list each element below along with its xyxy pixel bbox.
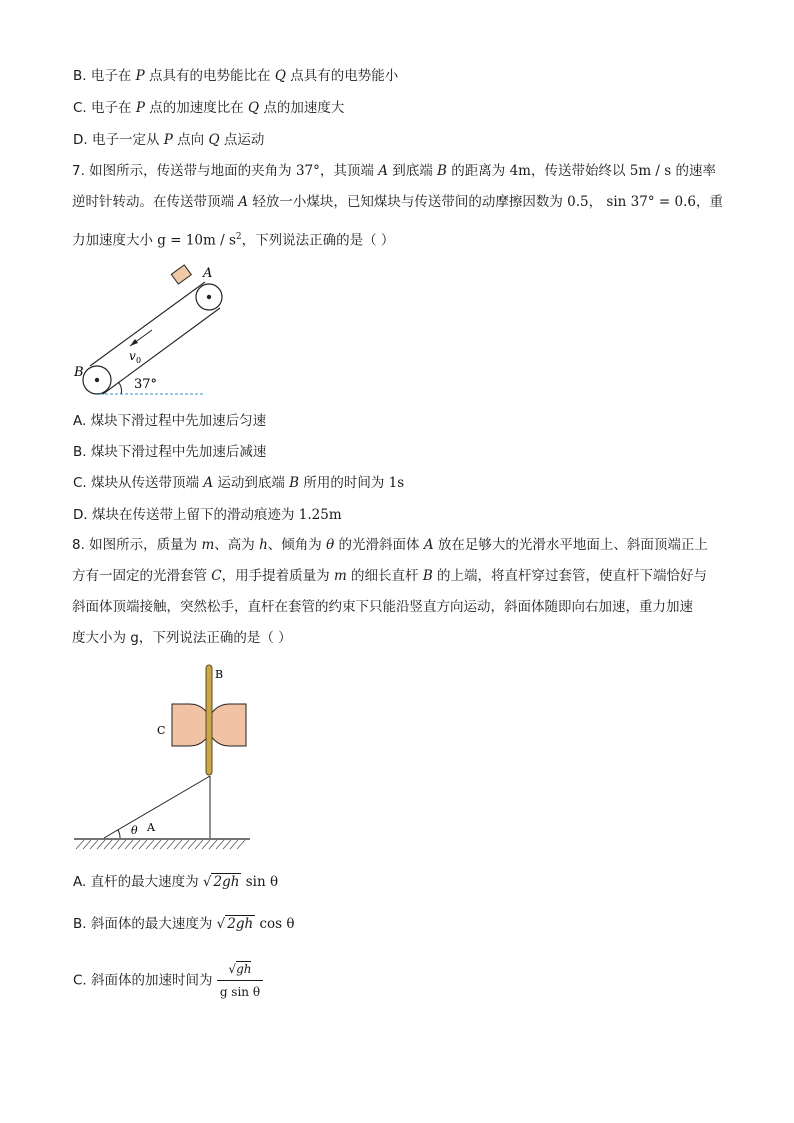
q7-stem-line1: 7. 如图所示，传送带与地面的夹角为 37°，其顶端 A 到底端 B 的距离为 4m，传送带始终以 5m / s 的速率 bbox=[72, 163, 716, 179]
label-angle: 37° bbox=[134, 377, 158, 392]
q8-option-c: C. 斜面体的加速时间为 $\frac{√gh}{\text{g sin θ}}$ bbox=[73, 958, 263, 1003]
rod-wedge-figure bbox=[70, 660, 250, 856]
rod bbox=[206, 665, 212, 775]
q6-option-c: C. 电子在 P 点的加速度比在 Q 点的加速度大 bbox=[73, 100, 345, 116]
sleeve-left bbox=[172, 704, 211, 746]
angle-arc bbox=[118, 382, 122, 394]
bottom-pulley-axle bbox=[95, 378, 99, 382]
coal-block bbox=[171, 265, 191, 284]
belt-lower-edge bbox=[103, 308, 220, 394]
label-v-sub: 0 bbox=[136, 356, 142, 365]
q7-stem-line2: 逆时针转动。在传送带顶端 A 轻放一小煤块，已知煤块与传送带间的动摩擦因数为 0.5， sin 37° = 0.6，重 bbox=[72, 194, 723, 210]
q6-option-b: B. 电子在 P 点具有的电势能比在 Q 点具有的电势能小 bbox=[73, 68, 399, 84]
sleeve-right bbox=[208, 704, 246, 746]
q7-stem-line3: 力加速度大小 $g = 10m / s^2$，下列说法正确的是（ ） bbox=[72, 232, 395, 249]
label-v: v bbox=[129, 349, 136, 363]
theta-arc bbox=[118, 830, 120, 838]
q8-stem-line4: 度大小为 g，下列说法正确的是（ ） bbox=[72, 630, 292, 646]
q7-option-d: D. 煤块在传送带上留下的滑动痕迹为 1.25m bbox=[73, 507, 342, 523]
label-C: C bbox=[157, 724, 166, 737]
fraction: $\frac{√gh}{\text{g sin θ}}$ bbox=[217, 958, 263, 1003]
label-B: B bbox=[215, 668, 224, 681]
belt-upper-edge bbox=[90, 282, 205, 366]
q8-stem-line1: 8. 如图所示，质量为 m、高为 h、倾角为 θ 的光滑斜面体 A 放在足够大的光滑水平地面上、斜面顶端正上 bbox=[72, 537, 708, 553]
top-pulley-axle bbox=[207, 295, 211, 299]
q6-option-d: D. 电子一定从 P 点向 Q 点运动 bbox=[73, 132, 265, 148]
q8-option-b: B. 斜面体的最大速度为 √ 2gh cos θ bbox=[73, 916, 295, 932]
label-B: B bbox=[74, 365, 84, 380]
label-theta: θ bbox=[131, 824, 138, 837]
q7-option-b: B. 煤块下滑过程中先加速后减速 bbox=[73, 444, 267, 460]
q7-option-a: A. 煤块下滑过程中先加速后匀速 bbox=[73, 413, 267, 429]
label-A: A bbox=[203, 266, 213, 281]
label-A: A bbox=[147, 821, 155, 834]
q8-stem-line2: 方有一固定的光滑套管 C，用手提着质量为 m 的细长直杆 B 的上端，将直杆穿过套管，使直杆下端恰好与 bbox=[72, 568, 708, 584]
wedge-slope bbox=[104, 776, 210, 838]
q8-option-a: A. 直杆的最大速度为 √ 2gh sin θ bbox=[73, 874, 279, 890]
velocity-arrowhead bbox=[130, 339, 138, 346]
ground-hatching bbox=[76, 840, 245, 849]
conveyor-belt-figure bbox=[70, 258, 230, 400]
q7-option-c: C. 煤块从传送带顶端 A 运动到底端 B 所用的时间为 1s bbox=[73, 475, 405, 491]
q8-stem-line3: 斜面体顶端接触，突然松手，直杆在套管的约束下只能沿竖直方向运动，斜面体随即向右加速，重力加速 bbox=[72, 599, 693, 615]
